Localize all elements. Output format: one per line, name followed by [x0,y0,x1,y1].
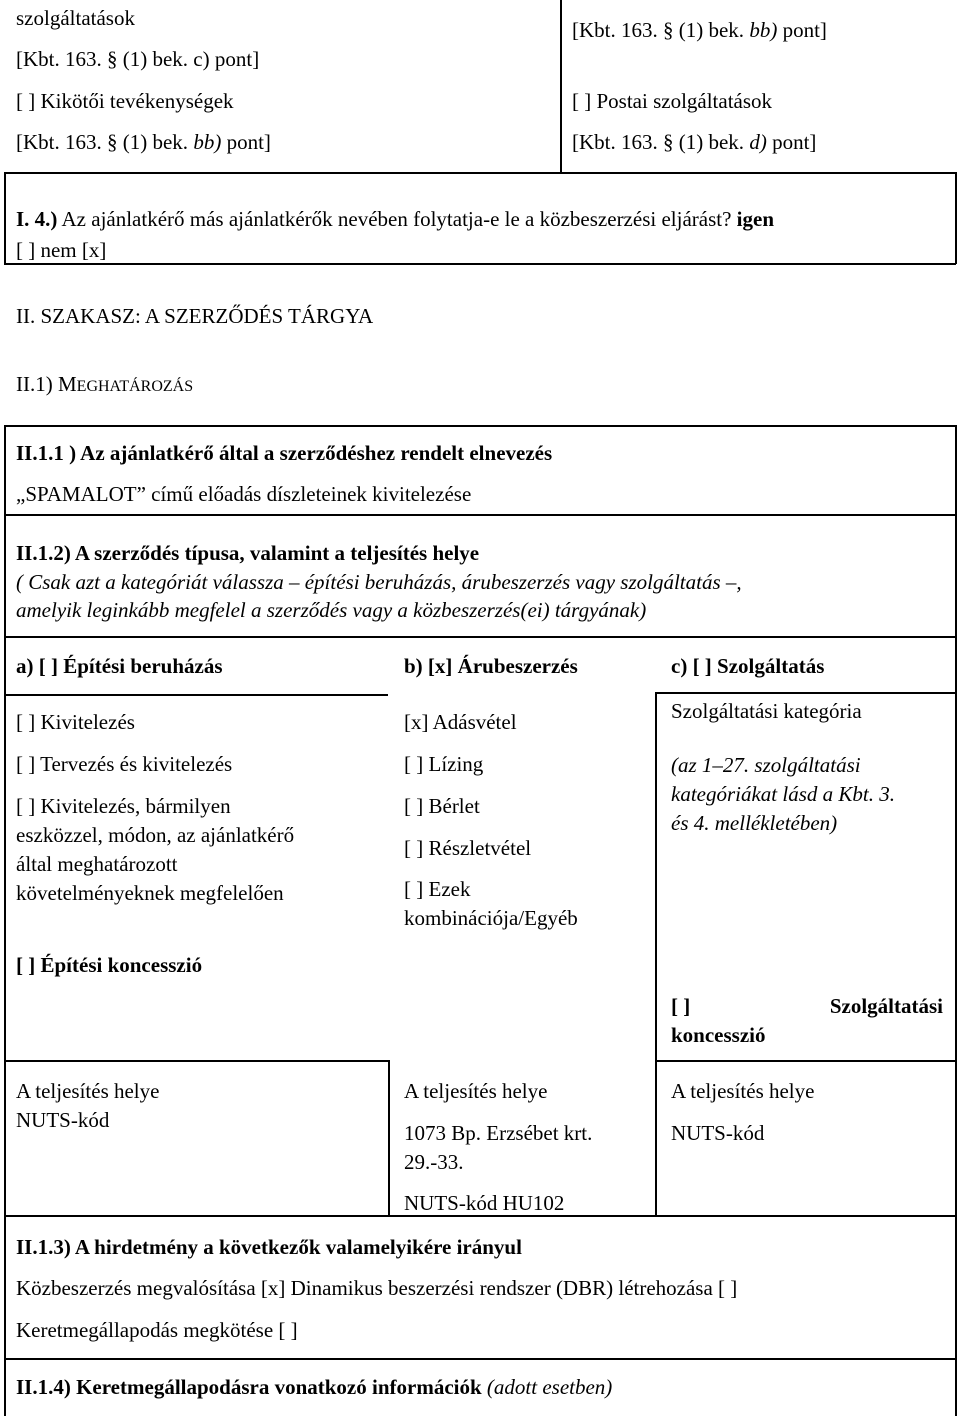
col-c-place-label: A teljesítés helye [671,1079,815,1103]
top-right-line-2: [ ] Postai szolgáltatások [572,89,773,113]
col-c-note-3: és 4. mellékletében) [671,811,838,835]
col-b-address-1: 1073 Bp. Erzsébet krt. [404,1121,593,1145]
ii11-value: „SPAMALOT” című előadás díszleteinek kivitelezése [16,482,472,506]
col-c-nuts: NUTS-kód [671,1121,765,1145]
top-right-line-3: [Kbt. 163. § (1) bek. d) pont] [572,130,817,154]
top-left-line-3: [ ] Kikötői tevékenységek [16,89,234,113]
i4-bottom-border [4,263,956,265]
right-border [955,172,957,264]
ii13-line-1: Közbeszerzés megvalósítása [x] Dinamikus beszerzési rendszer (DBR) létrehozása [ ] [16,1276,738,1300]
col-a-place-label: A teljesítés helye [16,1079,160,1103]
col-b-item-reszletvetel: [ ] Részletvétel [404,836,532,860]
top-column-divider [560,0,562,172]
col-c-category: Szolgáltatási kategória [671,699,862,723]
section-title: II. SZAKASZ: A SZERZŐDÉS TÁRGYA [16,304,374,328]
col-b-item-berlet: [ ] Bérlet [404,794,480,818]
col-b-item-adasvetel: [x] Adásvétel [404,710,517,734]
ii12-bottom-border [4,636,956,638]
ii11-bottom-border [4,514,956,516]
col-c-bottom-line [655,1060,955,1062]
col-c-divider [655,692,657,1060]
ii11-top-border [4,425,956,427]
col-a-header: a) [ ] Építési beruházás [16,654,223,678]
col-a-bottom-line [4,1060,388,1062]
col-b-left-divider [388,1060,390,1215]
col-a-item-barmilyen-2: eszközzel, módon, az ajánlatkérő [16,823,295,847]
top-border [4,172,956,174]
subsection-title: II.1) MEGHATÁROZÁS [16,372,194,396]
col-c-note-1: (az 1–27. szolgáltatási [671,753,861,777]
col-a-nuts: NUTS-kód [16,1108,110,1132]
col-b-place-label: A teljesítés helye [404,1079,548,1103]
col-c-note-2: kategóriákat lásd a Kbt. 3. [671,782,895,806]
outer-right-border [955,514,957,1416]
col-a-item-barmilyen-4: követelményeknek megfelelően [16,881,284,905]
ii11-left-border [4,425,6,515]
col-b-item-kombinacio: kombinációja/Egyéb [404,906,578,930]
i4-answer: [ ] nem [x] [16,238,107,262]
outer-left-border [4,514,6,1416]
ii12-note-line-1: ( Csak azt a kategóriát válassza – építési beruházás, árubeszerzés vagy szolgáltatás –, [16,570,742,594]
col-a-item-barmilyen-1: [ ] Kivitelezés, bármilyen [16,794,231,818]
ii12-heading: II.1.2) A szerződés típusa, valamint a teljesítés helye [16,541,480,565]
top-left-line-4: [Kbt. 163. § (1) bek. bb) pont] [16,130,271,154]
col-a-item-barmilyen-3: által meghatározott [16,852,178,876]
top-left-line-1: szolgáltatások [16,6,135,30]
col-b-item-lizing: [ ] Lízing [404,752,484,776]
col-c-concession-line-1: [ ] Szolgáltatási [671,994,943,1018]
left-border [4,172,6,264]
col-b-item-ezek: [ ] Ezek [404,877,471,901]
col-b-header: b) [x] Árubeszerzés [404,654,578,678]
col-b-address-2: 29.-33. [404,1150,464,1174]
top-left-line-2: [Kbt. 163. § (1) bek. c) pont] [16,47,260,71]
col-b-nuts: NUTS-kód HU102 [404,1191,565,1215]
ii14-heading: II.1.4) Keretmegállapodásra vonatkozó információk (adott esetben) [16,1375,613,1399]
ii13-heading: II.1.3) A hirdetmény a következők valamelyikére irányul [16,1235,522,1259]
ii11-right-border [955,425,957,515]
col-a-item-tervezes: [ ] Tervezés és kivitelezés [16,752,233,776]
col-a-concession: [ ] Építési koncesszió [16,953,203,977]
col-a-header-line [4,694,388,696]
ii13-line-2: Keretmegállapodás megkötése [ ] [16,1318,298,1342]
col-b-right-divider [655,1060,657,1215]
ii12-note-line-2: amelyik leginkább megfelel a szerződés vagy a közbeszerzés(ei) tárgyának) [16,598,647,622]
col-a-item-kivitelezes: [ ] Kivitelezés [16,710,135,734]
ii13-bottom-border [4,1358,956,1360]
col-c-header-line [655,692,955,694]
top-right-line-1: [Kbt. 163. § (1) bek. bb) pont] [572,18,827,42]
ii11-heading: II.1.1 ) Az ajánlatkérő által a szerződéshez rendelt elnevezés [16,441,553,465]
col-c-header: c) [ ] Szolgáltatás [671,654,825,678]
i4-question: I. 4.) Az ajánlatkérő más ajánlatkérők nevében folytatja-e le a közbeszerzési eljárást? igen [16,207,775,231]
col-c-concession-line-2: koncesszió [671,1023,766,1047]
